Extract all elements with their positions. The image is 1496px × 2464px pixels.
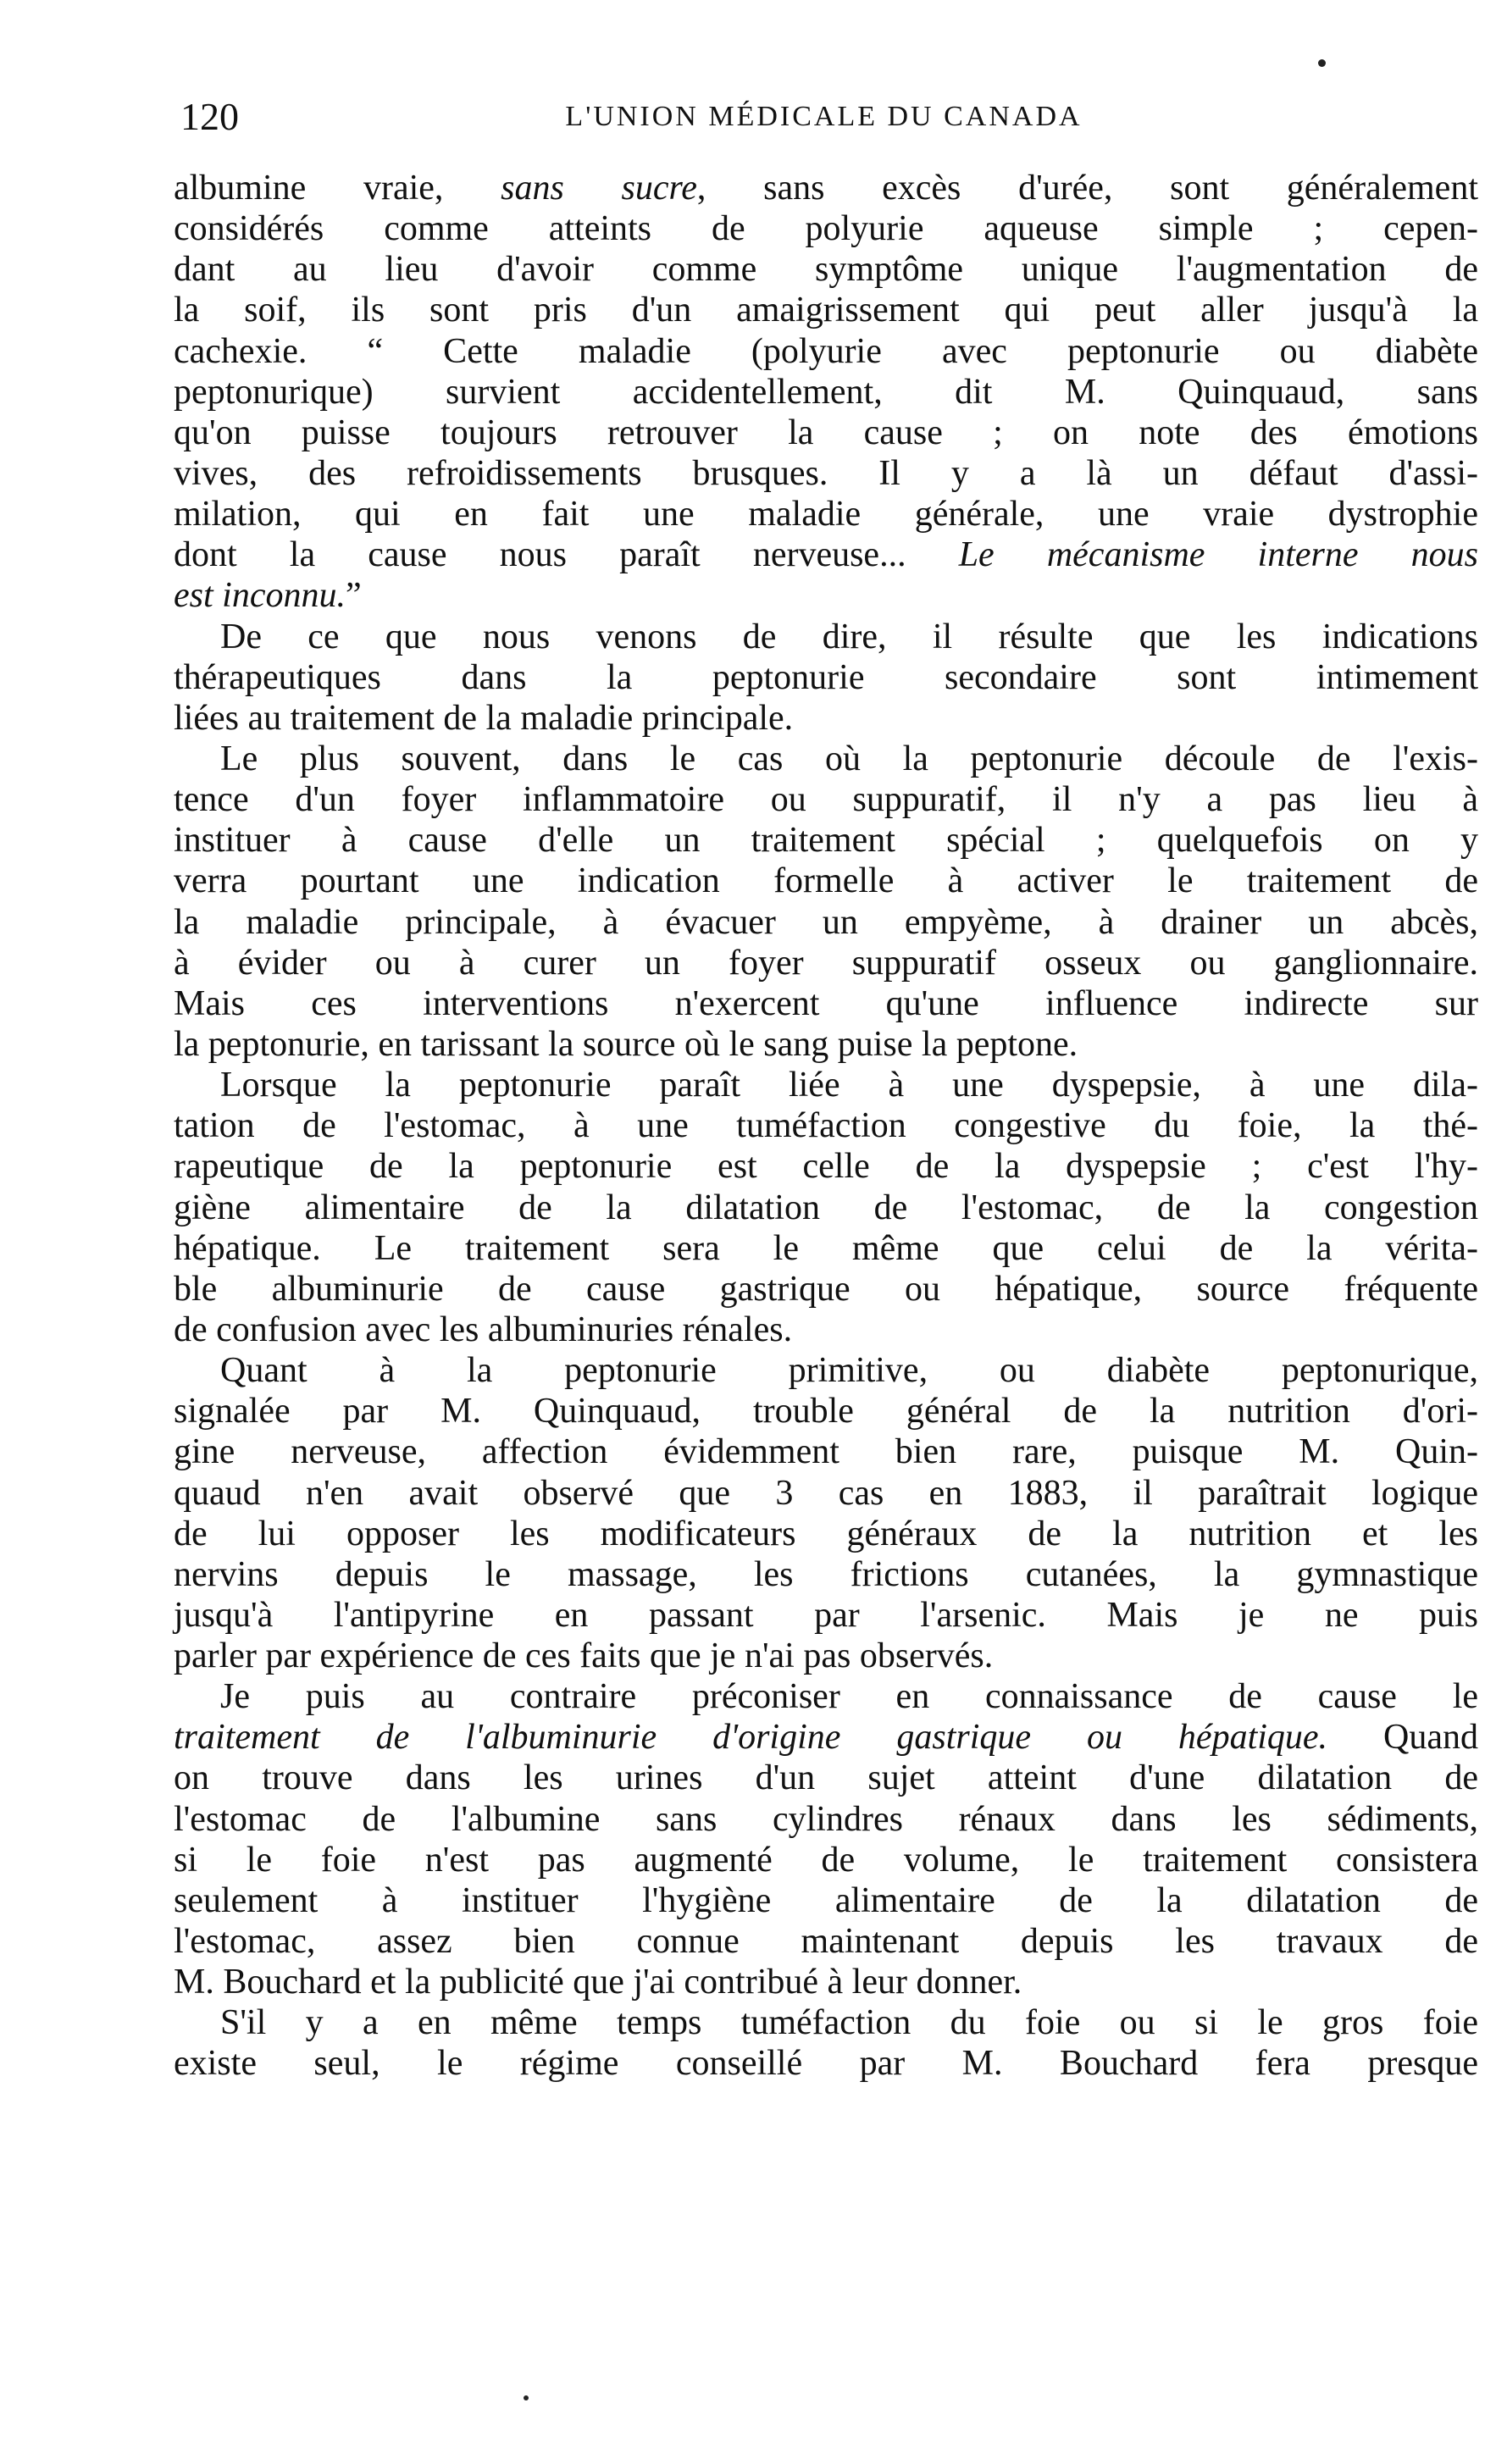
text-line: si le foie n'est pas augmenté de volume, le traitement consistera [174, 1840, 1478, 1880]
text-line: Quant à la peptonurie primitive, ou diabète peptonurique, [220, 1351, 1478, 1391]
text-line: considérés comme atteints de polyurie aqueuse simple ; cepen- [174, 209, 1478, 249]
text-line: instituer à cause d'elle un traitement spécial ; quelquefois on y [174, 821, 1478, 861]
text-line: Lorsque la peptonurie paraît liée à une dyspepsie, à une dila- [220, 1066, 1478, 1105]
text-line: Mais ces interventions n'exercent qu'une influence indirecte sur [174, 983, 1478, 1023]
text-line: la soif, ils sont pris d'un amaigrissement qui peut aller jusqu'à la [174, 291, 1478, 330]
text-line: signalée par M. Quinquaud, trouble général de la nutrition d'ori- [174, 1392, 1478, 1431]
text-line: tation de l'estomac, à une tuméfaction congestive du foie, la thé- [174, 1106, 1478, 1146]
text-line: l'estomac, assez bien connue maintenant depuis les travaux de [174, 1922, 1478, 1962]
text-line: albumine vraie, sans sucre, sans excès d'urée, sont généralement [174, 169, 1478, 208]
text-line: gine nerveuse, affection évidemment bien rare, puisque M. Quin- [174, 1432, 1478, 1472]
text-line: existe seul, le régime conseillé par M. Bouchard fera presque [174, 2044, 1478, 2084]
running-title: L'UNION MÉDICALE DU CANADA [565, 101, 1083, 132]
text-line: de lui opposer les modificateurs généraux de la nutrition et les [174, 1514, 1478, 1553]
text-line: S'il y a en même temps tuméfaction du foie ou si le gros foie [220, 2003, 1478, 2043]
text-line: jusqu'à l'antipyrine en passant par l'arsenic. Mais je ne puis [174, 1595, 1478, 1635]
text-line: vives, des refroidissements brusques. Il y a là un défaut d'assi- [174, 453, 1478, 493]
text-line: seulement à instituer l'hygiène alimentaire de la dilatation de [174, 1880, 1478, 1920]
text-line: Je puis au contraire préconiser en connaissance de cause le [220, 1677, 1478, 1717]
italic-text: est inconnu. [174, 576, 346, 616]
italic-text: Le mécanisme interne nous [958, 535, 1478, 575]
running-header [174, 91, 1474, 142]
text-line: giène alimentaire de la dilatation de l'estomac, de la congestion [174, 1188, 1478, 1227]
text-line: à évider ou à curer un foyer suppuratif osseux ou ganglionnaire. [174, 943, 1478, 983]
ink-speck [1318, 59, 1326, 67]
text-line: nervins depuis le massage, les frictions cutanées, la gymnastique [174, 1554, 1478, 1594]
text-line: la peptonurie, en tarissant la source où le sang puise la peptone. [174, 1024, 1078, 1064]
text-line: peptonurique) survient accidentellement, dit M. Quinquaud, sans [174, 372, 1478, 412]
page-number: 120 [180, 95, 239, 138]
text-line: M. Bouchard et la publicité que j'ai contribué à leur donner. [174, 1963, 1022, 2002]
text-line: qu'on puisse toujours retrouver la cause ; on note des émotions [174, 413, 1478, 452]
text-line: l'estomac de l'albumine sans cylindres rénaux dans les sédiments, [174, 1799, 1478, 1839]
text-line: verra pourtant une indication formelle à activer le traitement de [174, 861, 1478, 901]
text-line: traitement de l'albuminurie d'origine gastrique ou hépatique. Quand [174, 1718, 1478, 1758]
text-line: parler par expérience de ces faits que je n'ai pas observés. [174, 1636, 994, 1676]
text-line: de confusion avec les albuminuries rénales. [174, 1310, 793, 1349]
text-line: ble albuminurie de cause gastrique ou hépatique, source fréquente [174, 1269, 1478, 1309]
ink-speck [524, 2395, 529, 2400]
text-line: De ce que nous venons de dire, il résulte que les indications [220, 617, 1478, 656]
text-line: milation, qui en fait une maladie générale, une vraie dystrophie [174, 495, 1478, 534]
text-line: est inconnu.” [174, 576, 362, 616]
text-line: dant au lieu d'avoir comme symptôme unique l'augmentation de [174, 250, 1478, 290]
text-line: thérapeutiques dans la peptonurie secondaire sont intimement [174, 657, 1478, 697]
body-text [174, 168, 1478, 2085]
text-line: tence d'un foyer inflammatoire ou suppuratif, il n'y a pas lieu à [174, 780, 1478, 820]
italic-text: sans sucre [501, 169, 697, 208]
text-line: rapeutique de la peptonurie est celle de la dyspepsie ; c'est l'hy- [174, 1147, 1478, 1187]
text-line: quaud n'en avait observé que 3 cas en 1883, il paraîtrait logique [174, 1473, 1478, 1513]
text-line: dont la cause nous paraît nerveuse... Le mécanisme interne nous [174, 535, 1478, 575]
text-line: Le plus souvent, dans le cas où la peptonurie découle de l'exis- [220, 739, 1478, 778]
italic-text: traitement de l'albuminurie d'origine gastrique ou hépatique. [174, 1718, 1328, 1758]
text-line: on trouve dans les urines d'un sujet atteint d'une dilatation de [174, 1758, 1478, 1798]
text-line: hépatique. Le traitement sera le même que celui de la vérita- [174, 1228, 1478, 1268]
text-line: la maladie principale, à évacuer un empyème, à drainer un abcès, [174, 902, 1478, 942]
text-line: liées au traitement de la maladie principale. [174, 698, 794, 738]
text-line: cachexie. “ Cette maladie (polyurie avec peptonurie ou diabète [174, 331, 1478, 371]
